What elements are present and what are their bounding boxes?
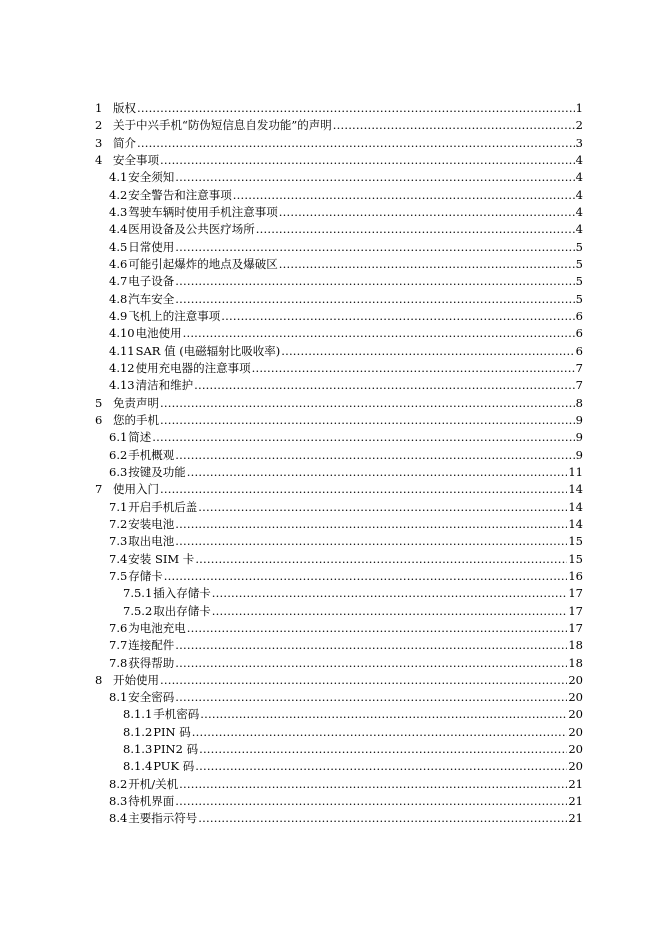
toc-entry[interactable] <box>95 603 583 620</box>
toc-entry-page-number: 18 <box>568 655 583 670</box>
toc-entry-number: 8.1.3 <box>123 742 153 757</box>
toc-entry-title: 日常使用 <box>128 239 175 254</box>
toc-entry-title: 使用充电器的注意事项 <box>135 360 251 375</box>
toc-entry-number: 7.3 <box>109 534 128 549</box>
toc-entry-title: PIN2 码 <box>153 742 199 757</box>
toc-entry-page-number: 20 <box>568 707 583 722</box>
toc-entry[interactable] <box>95 551 583 568</box>
toc-entry-number: 4.8 <box>109 291 128 306</box>
toc-entry-title: PUK 码 <box>153 759 195 774</box>
toc-entry-number: 6.2 <box>109 447 128 462</box>
toc-entry[interactable] <box>95 343 583 360</box>
toc-entry-title: 飞机上的注意事项 <box>128 308 221 323</box>
toc-entry-number: 4.5 <box>109 239 128 254</box>
toc-entry-number: 4.13 <box>109 378 135 393</box>
toc-dot-leader <box>198 810 567 827</box>
toc-dot-leader <box>175 169 574 186</box>
toc-entry-title: 手机密码 <box>153 707 200 722</box>
toc-entry-page-number: 2 <box>575 118 583 133</box>
toc-entry-number: 8 <box>95 672 103 687</box>
toc-entry-page-number: 8 <box>575 395 583 410</box>
toc-entry-number: 6.3 <box>109 464 128 479</box>
toc-entry-number: 5 <box>95 395 103 410</box>
toc-entry-page-number: 17 <box>568 620 583 635</box>
toc-entry-title: 存储卡 <box>128 568 163 583</box>
toc-entry-page-number: 9 <box>575 412 583 427</box>
toc-entry[interactable] <box>95 152 583 169</box>
toc-entry-title: 简介 <box>113 135 136 150</box>
toc-entry-title: 主要指示符号 <box>128 811 198 826</box>
toc-entry-number: 3 <box>95 135 103 150</box>
toc-entry[interactable] <box>95 464 583 481</box>
toc-entry-number: 7.7 <box>109 638 128 653</box>
toc-entry-page-number: 9 <box>575 447 583 462</box>
toc-entry-title: 使用入门 <box>113 482 159 497</box>
toc-dot-leader <box>212 585 568 602</box>
toc-entry[interactable] <box>95 291 583 308</box>
toc-entry-title: 医用设备及公共医疗场所 <box>128 222 255 237</box>
toc-entry[interactable] <box>95 810 583 827</box>
toc-entry[interactable] <box>95 239 583 256</box>
toc-entry-page-number: 18 <box>568 638 583 653</box>
toc-entry[interactable] <box>95 533 583 550</box>
toc-dot-leader <box>256 221 575 238</box>
toc-dot-leader <box>175 516 567 533</box>
toc-entry[interactable] <box>95 360 583 377</box>
toc-entry-page-number: 9 <box>575 430 583 445</box>
toc-entry-number: 4.2 <box>109 187 128 202</box>
toc-entry[interactable] <box>95 585 583 602</box>
toc-entry[interactable] <box>95 273 583 290</box>
toc-entry-number: 4 <box>95 152 103 167</box>
toc-dot-leader <box>175 637 567 654</box>
toc-entry-page-number: 5 <box>575 274 583 289</box>
toc-entry[interactable] <box>95 672 583 689</box>
toc-entry-number: 8.4 <box>109 811 128 826</box>
toc-entry-page-number: 14 <box>568 499 583 514</box>
toc-entry-number: 7.5.2 <box>123 603 153 618</box>
toc-entry-number: 7.6 <box>109 620 128 635</box>
toc-entry-page-number: 1 <box>575 101 583 115</box>
toc-dot-leader <box>333 117 575 134</box>
toc-entry-page-number: 4 <box>575 204 583 219</box>
toc-entry-title: 待机界面 <box>128 794 175 809</box>
toc-entry-page-number: 6 <box>575 326 583 341</box>
toc-entry-page-number: 20 <box>568 672 583 687</box>
toc-dot-leader <box>160 412 575 429</box>
toc-dot-leader <box>187 464 568 481</box>
toc-entry-page-number: 14 <box>568 516 583 531</box>
toc-dot-leader <box>183 325 575 342</box>
toc-dot-leader <box>152 429 574 446</box>
toc-entry[interactable] <box>95 793 583 810</box>
toc-entry-title: 汽车安全 <box>128 291 175 306</box>
toc-entry-title: 取出存储卡 <box>153 603 211 618</box>
toc-dot-leader <box>192 724 568 741</box>
toc-entry-page-number: 20 <box>568 724 583 739</box>
toc-entry[interactable] <box>95 758 583 775</box>
toc-dot-leader <box>199 741 567 758</box>
toc-dot-leader <box>175 655 567 672</box>
toc-entry-number: 4.9 <box>109 308 128 323</box>
toc-entry-number: 6.1 <box>109 430 128 445</box>
toc-entry-page-number: 15 <box>568 551 583 566</box>
toc-dot-leader <box>187 620 568 637</box>
toc-entry-title: 连接配件 <box>128 638 175 653</box>
toc-dot-leader <box>160 481 567 498</box>
toc-entry[interactable] <box>95 724 583 741</box>
toc-dot-leader <box>160 395 575 412</box>
toc-entry[interactable] <box>95 776 583 793</box>
toc-entry-title: 关于中兴手机“防伪短信息自发功能”的声明 <box>113 118 332 133</box>
toc-entry-title: 驾驶车辆时使用手机注意事项 <box>128 204 278 219</box>
toc-entry-page-number: 17 <box>568 603 583 618</box>
toc-entry-page-number: 15 <box>568 534 583 549</box>
toc-entry-title: 开启手机后盖 <box>128 499 198 514</box>
toc-entry-number: 8.2 <box>109 776 128 791</box>
toc-entry-number: 8.1.1 <box>123 707 153 722</box>
toc-entry[interactable] <box>95 377 583 394</box>
toc-entry-page-number: 20 <box>568 690 583 705</box>
toc-entry[interactable] <box>95 100 583 117</box>
toc-entry-title: 安装 SIM 卡 <box>128 551 195 566</box>
toc-entry-number: 4.4 <box>109 222 128 237</box>
toc-entry-page-number: 4 <box>575 222 583 237</box>
toc-entry[interactable] <box>95 204 583 221</box>
toc-entry-page-number: 7 <box>575 360 583 375</box>
toc-entry-number: 7.2 <box>109 516 128 531</box>
toc-entry-page-number: 7 <box>575 378 583 393</box>
toc-entry-number: 8.1.4 <box>123 759 153 774</box>
toc-entry-page-number: 14 <box>568 482 583 497</box>
toc-dot-leader <box>175 533 567 550</box>
toc-entry[interactable] <box>95 689 583 706</box>
toc-dot-leader <box>175 273 574 290</box>
toc-entry-page-number: 21 <box>568 811 583 826</box>
toc-entry-title: 版权 <box>113 101 136 115</box>
toc-dot-leader <box>198 499 567 516</box>
toc-entry[interactable] <box>95 516 583 533</box>
toc-entry[interactable] <box>95 499 583 516</box>
toc-entry-number: 7.1 <box>109 499 128 514</box>
toc-entry[interactable] <box>95 429 583 446</box>
toc-entry-page-number: 20 <box>568 742 583 757</box>
toc-dot-leader <box>279 256 575 273</box>
toc-entry-title: 开始使用 <box>113 672 159 687</box>
toc-entry-number: 8.1.2 <box>123 724 153 739</box>
toc-entry[interactable] <box>95 325 583 342</box>
toc-dot-leader <box>137 135 575 152</box>
toc-entry-title: 安装电池 <box>128 516 175 531</box>
toc-entry-number: 4.10 <box>109 326 135 341</box>
toc-entry-title: 可能引起爆炸的地点及爆破区 <box>128 256 278 271</box>
toc-entry-page-number: 5 <box>575 239 583 254</box>
toc-entry-number: 8.3 <box>109 794 128 809</box>
toc-entry[interactable] <box>95 741 583 758</box>
toc-entry[interactable] <box>95 655 583 672</box>
toc-entry[interactable] <box>95 169 583 186</box>
toc-entry-page-number: 4 <box>575 152 583 167</box>
toc-dot-leader <box>179 776 567 793</box>
toc-entry-title: 您的手机 <box>113 412 159 427</box>
toc-entry[interactable] <box>95 308 583 325</box>
toc-entry-title: 简述 <box>128 430 152 445</box>
toc-dot-leader <box>164 568 568 585</box>
toc-entry-page-number: 5 <box>575 256 583 271</box>
toc-entry-number: 4.7 <box>109 274 128 289</box>
toc-entry-number: 4.6 <box>109 256 128 271</box>
toc-entry[interactable] <box>95 187 583 204</box>
toc-entry[interactable] <box>95 706 583 723</box>
toc-entry-number: 1 <box>95 101 103 115</box>
toc-dot-leader <box>175 239 574 256</box>
toc-dot-leader <box>194 377 575 394</box>
toc-entry-title: 电池使用 <box>135 326 182 341</box>
toc-entry-number: 2 <box>95 118 103 133</box>
toc-entry-page-number: 5 <box>575 291 583 306</box>
toc-entry-number: 4.3 <box>109 204 128 219</box>
toc-entry-number: 6 <box>95 412 103 427</box>
toc-entry-page-number: 20 <box>568 759 583 774</box>
toc-dot-leader <box>252 360 575 377</box>
toc-dot-leader <box>175 447 574 464</box>
toc-dot-leader <box>212 603 568 620</box>
toc-entry-number: 4.12 <box>109 360 135 375</box>
toc-entry-title: 清洁和维护 <box>135 378 194 393</box>
toc-entry-number: 4.11 <box>109 343 135 358</box>
toc-entry-title: 安全须知 <box>128 170 175 185</box>
toc-entry-title: 安全事项 <box>113 152 159 167</box>
toc-entry[interactable] <box>95 481 583 498</box>
toc-dot-leader <box>195 551 567 568</box>
toc-entry-title: PIN 码 <box>153 724 191 739</box>
toc-entry-page-number: 4 <box>575 187 583 202</box>
toc-dot-leader <box>195 758 567 775</box>
toc-entry-page-number: 16 <box>568 568 583 583</box>
toc-entry[interactable] <box>95 447 583 464</box>
toc-entry-page-number: 3 <box>575 135 583 150</box>
toc-entry-number: 7 <box>95 482 103 497</box>
toc-dot-leader <box>175 689 567 706</box>
toc-entry-title: 免责声明 <box>113 395 159 410</box>
toc-entry[interactable] <box>95 568 583 585</box>
toc-entry-number: 8.1 <box>109 690 128 705</box>
toc-entry-page-number: 17 <box>568 586 583 601</box>
toc-entry-title: 电子设备 <box>128 274 175 289</box>
toc-entry-title: SAR 值 (电磁辐射比吸收率) <box>135 343 281 358</box>
toc-entry[interactable] <box>95 256 583 273</box>
toc-entry[interactable] <box>95 221 583 238</box>
toc-entry[interactable] <box>95 117 583 134</box>
toc-entry-title: 开机/关机 <box>128 776 179 791</box>
toc-dot-leader <box>221 308 574 325</box>
toc-dot-leader <box>233 187 575 204</box>
toc-entry-title: 安全密码 <box>128 690 175 705</box>
toc-entry-title: 插入存储卡 <box>153 586 211 601</box>
toc-entry[interactable] <box>95 620 583 637</box>
toc-entry-number: 7.5.1 <box>123 586 153 601</box>
toc-dot-leader <box>160 672 567 689</box>
toc-entry[interactable] <box>95 637 583 654</box>
toc-entry-page-number: 11 <box>568 464 583 479</box>
toc-dot-leader <box>200 706 567 723</box>
toc-entry-title: 按键及功能 <box>128 464 186 479</box>
toc-entry-title: 获得帮助 <box>128 655 175 670</box>
toc-entry-title: 手机概观 <box>128 447 175 462</box>
toc-entry-number: 7.4 <box>109 551 128 566</box>
toc-entry[interactable] <box>95 412 583 429</box>
toc-entry-title: 取出电池 <box>128 534 175 549</box>
toc-entry-page-number: 21 <box>568 794 583 809</box>
toc-entry-number: 7.5 <box>109 568 128 583</box>
toc-dot-leader <box>175 793 567 810</box>
toc-entry-page-number: 4 <box>575 170 583 185</box>
table-of-contents <box>95 100 583 828</box>
toc-dot-leader <box>160 152 575 169</box>
toc-entry-page-number: 21 <box>568 776 583 791</box>
toc-entry-number: 7.8 <box>109 655 128 670</box>
toc-entry[interactable] <box>95 135 583 152</box>
toc-dot-leader <box>175 291 574 308</box>
toc-entry[interactable] <box>95 395 583 412</box>
toc-dot-leader <box>281 343 574 360</box>
toc-entry-title: 安全警告和注意事项 <box>128 187 232 202</box>
toc-entry-page-number: 6 <box>575 343 583 358</box>
toc-entry-page-number: 6 <box>575 308 583 323</box>
toc-dot-leader <box>137 100 575 117</box>
toc-entry-title: 为电池充电 <box>128 620 186 635</box>
toc-dot-leader <box>279 204 575 221</box>
toc-entry-number: 4.1 <box>109 170 128 185</box>
